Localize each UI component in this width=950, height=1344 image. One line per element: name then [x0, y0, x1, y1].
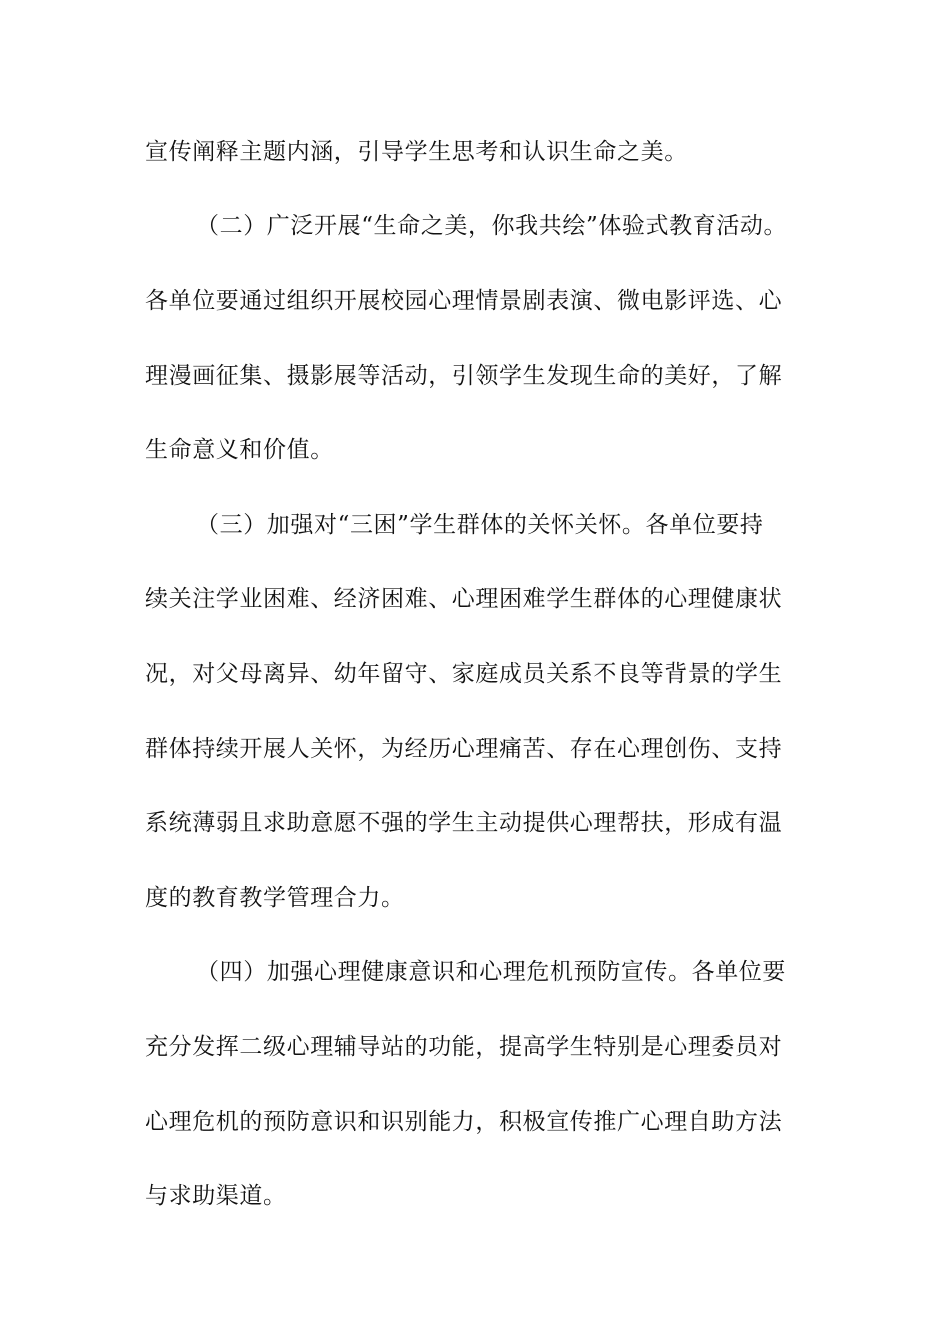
- paragraph-line: 生命意义和价值。: [145, 437, 334, 463]
- paragraph-line: 度的教育教学管理合力。: [145, 885, 405, 911]
- paragraph-line: 心理危机的预防意识和识别能力，积极宣传推广心理自助方法: [145, 1109, 783, 1135]
- paragraph-line: 系统薄弱且求助意愿不强的学生主动提供心理帮扶，形成有温: [145, 810, 783, 836]
- paragraph-line: 况，对父母离异、幼年留守、家庭成员关系不良等背景的学生: [145, 661, 783, 687]
- paragraph-line: 群体持续开展人关怀，为经历心理痛苦、存在心理创伤、支持: [145, 736, 783, 762]
- paragraph-line: 与求助渠道。: [145, 1183, 287, 1209]
- section-heading-2: （二）广泛开展“生命之美，你我共绘”体验式教育活动。: [196, 213, 788, 239]
- paragraph-line: 续关注学业困难、经济困难、心理困难学生群体的心理健康状: [145, 586, 783, 612]
- section-heading-3: （三）加强对“三困”学生群体的关怀关怀。各单位要持: [196, 512, 764, 538]
- section-heading-4: （四）加强心理健康意识和心理危机预防宣传。各单位要: [196, 959, 786, 985]
- paragraph-line: 各单位要通过组织开展校园心理情景剧表演、微电影评选、心: [145, 288, 783, 314]
- paragraph-line: 充分发挥二级心理辅导站的功能，提高学生特别是心理委员对: [145, 1034, 783, 1060]
- paragraph-line: 宣传阐释主题内涵，引导学生思考和认识生命之美。: [145, 139, 688, 165]
- paragraph-line: 理漫画征集、摄影展等活动，引领学生发现生命的美好，了解: [145, 363, 783, 389]
